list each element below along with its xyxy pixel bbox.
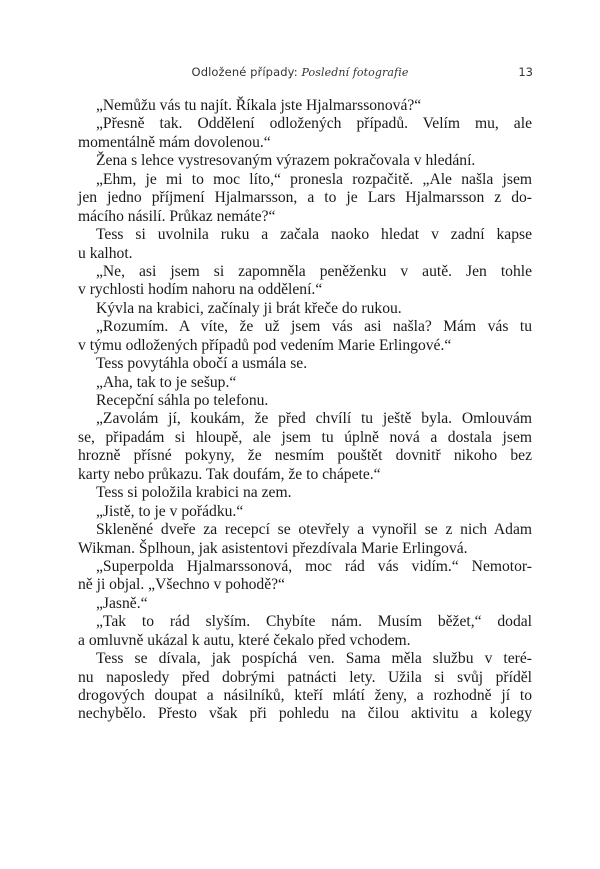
text-line: u kalhot.	[78, 244, 133, 262]
paragraph	[78, 503, 532, 521]
text-line: se, připadám si hloupě, ale jsem tu úplně nová a dostala jsem	[78, 428, 532, 446]
text-line: momentálně mám dovolenou.“	[78, 133, 271, 151]
text-line: „Ne, asi jsem si zapomněla peněženku v autě. Jen tohle	[96, 262, 532, 280]
text-line: „Jistě, to je v pořádku.“	[96, 502, 244, 520]
book-series: Odložené případy:	[191, 65, 302, 79]
text-line: v týmu odložených případů pod vedením Marie Erlingové.“	[78, 336, 452, 354]
text-line: „Jasně.“	[96, 594, 148, 612]
text-line: Žena s lehce vystresovaným výrazem pokračovala v hledání.	[96, 152, 476, 170]
text-line: karty nebo průkazu. Tak doufám, že to chápete.“	[78, 465, 381, 483]
paragraph	[78, 595, 532, 613]
text-line: Tess povytáhla obočí a usmála se.	[96, 355, 308, 373]
paragraph	[78, 300, 532, 318]
paragraph	[78, 613, 532, 650]
body-text	[78, 97, 532, 724]
text-line: „Zavolám jí, koukám, že před chvílí tu ještě byla. Omlouvám	[96, 410, 532, 428]
text-line: „Přesně tak. Oddělení odložených případů. Velím mu, ale	[96, 115, 532, 133]
paragraph	[78, 558, 532, 595]
paragraph	[78, 650, 532, 724]
text-line: Tess si položila krabici na zem.	[96, 484, 292, 502]
text-line: ně ji objal. „Všechno v pohodě?“	[78, 576, 285, 594]
text-line: Kývla na krabici, začínaly ji brát křeče do rukou.	[96, 299, 402, 317]
text-line: Tess se dívala, jak pospíchá ven. Sama měla službu v teré-	[96, 650, 532, 668]
text-line: jen jedno příjmení Hjalmarsson, a to je Lars Hjalmarsson z do-	[78, 189, 532, 207]
book-title: Poslední fotografie	[301, 66, 409, 79]
paragraph	[78, 355, 532, 373]
text-line: „Ehm, je mi to moc líto,“ pronesla rozpačitě. „Ale našla jsem	[96, 170, 532, 188]
paragraph	[78, 484, 532, 502]
text-line: „Tak to rád slyším. Chybíte nám. Musím běžet,“ dodal	[96, 613, 532, 631]
text-line: Wikman. Šplhoun, jak asistentovi přezdívala Marie Erlingová.	[78, 539, 468, 557]
text-line: „Nemůžu vás tu najít. Říkala jste Hjalmarssonová?“	[96, 97, 422, 114]
paragraph	[78, 374, 532, 392]
paragraph	[78, 171, 532, 226]
paragraph	[78, 318, 532, 355]
paragraph	[78, 226, 532, 263]
paragraph	[78, 152, 532, 170]
paragraph	[78, 263, 532, 300]
text-line: a omluvně ukázal k autu, které čekalo před vchodem.	[78, 631, 411, 649]
text-line: nechybělo. Přesto však při pohledu na čilou aktivitu a kolegy	[78, 705, 532, 723]
text-line: nu naposledy před dobrými patnácti lety. Užila si svůj příděl	[78, 668, 532, 686]
text-line: „Superpolda Hjalmarssonová, moc rád vás vidím.“ Nemotor-	[96, 557, 532, 575]
text-line: Tess si uvolnila ruku a začala naoko hledat v zadní kapse	[96, 226, 532, 244]
text-line: „Aha, tak to je sešup.“	[96, 373, 237, 391]
text-line: hrozně přísné pokyny, že nesmím pouštět dovnitř nikoho bez	[78, 447, 532, 465]
text-line: „Rozumím. A víte, že už jsem vás asi našla? Mám vás tu	[96, 318, 532, 336]
paragraph	[78, 521, 532, 558]
text-line: Skleněné dveře za recepcí se otevřely a vynořil se z nich Adam	[96, 521, 532, 539]
text-line: v rychlosti hodím nahoru na oddělení.“	[78, 281, 323, 299]
paragraph	[78, 115, 532, 152]
running-header	[0, 62, 600, 82]
text-line: drogových doupat a násilníků, kteří mlátí ženy, a rozhodně jí to	[78, 687, 532, 704]
text-line: mácího násilí. Průkaz nemáte?“	[78, 207, 276, 225]
paragraph	[78, 410, 532, 484]
page-number: 13	[518, 65, 533, 79]
paragraph	[78, 392, 532, 410]
paragraph	[78, 97, 532, 115]
running-title	[0, 65, 600, 79]
text-line: Recepční sáhla po telefonu.	[96, 392, 269, 409]
